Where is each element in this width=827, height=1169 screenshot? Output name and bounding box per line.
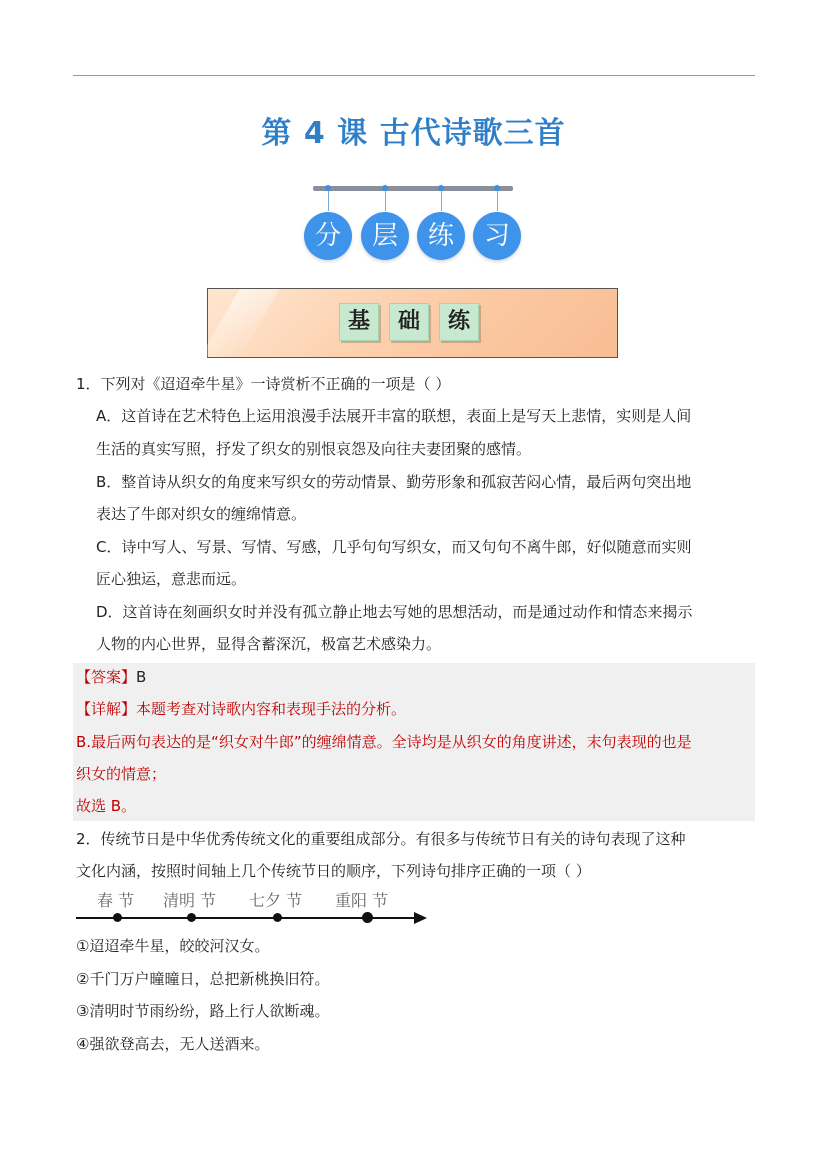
badge-lian: 练 (417, 212, 465, 260)
timeline-label-qingming: 清明 节 (163, 891, 217, 910)
detail-line (76, 698, 406, 720)
badge-rail (313, 186, 513, 191)
poem-line-1: ①迢迢牵牛星，皎皎河汉女。 (76, 937, 270, 955)
timeline-marker (187, 913, 196, 922)
option-a-line-2: 生活的真实写照，抒发了织女的别恨哀怨及向往夫妻团聚的感情。 (96, 440, 532, 458)
timeline-label-chongyang: 重阳 节 (335, 891, 389, 910)
badge-xi: 习 (473, 212, 521, 260)
badge-string (441, 191, 442, 211)
section-tile-lian: 练 (439, 303, 479, 341)
option-c-line-2: 匠心独运，意悲而远。 (96, 570, 247, 588)
badge-pin (382, 185, 388, 191)
section-tile-ji: 基 (339, 303, 379, 341)
timeline-marker (362, 912, 373, 923)
option-d-line-1: D．这首诗在刻画织女时并没有孤立静止地去写她的思想活动，而是通过动作和情态来揭示 (96, 603, 693, 621)
badge-string (385, 191, 386, 211)
badge-fen: 分 (304, 212, 352, 260)
timeline-arrow-icon (414, 912, 427, 924)
badge-pin (325, 185, 331, 191)
question-1-stem: 1．下列对《迢迢牵牛星》一诗赏析不正确的一项是（ ） (76, 375, 451, 393)
explain-line-1: B.最后两句表达的是“织女对牛郎”的缠绵情意。全诗均是从织女的角度讲述，末句表现的也是 (76, 733, 692, 751)
answer-tag: 【答案】 (76, 668, 137, 686)
poem-line-3: ③清明时节雨纷纷，路上行人欲断魂。 (76, 1002, 330, 1020)
poem-line-4: ④强欲登高去，无人送酒来。 (76, 1035, 270, 1053)
question-2-stem-1: 2．传统节日是中华优秀传统文化的重要组成部分。有很多与传统节日有关的诗句表现了这种 (76, 830, 686, 848)
badge-pin (494, 185, 500, 191)
lesson-title: 第 4 课 古代诗歌三首 (261, 116, 566, 151)
option-b-line-1: B．整首诗从织女的角度来写织女的劳动情景、勤劳形象和孤寂苦闷心情，最后两句突出地 (96, 473, 692, 491)
option-d-line-2: 人物的内心世界，显得含蓄深沉，极富艺术感染力。 (96, 635, 442, 653)
timeline-marker (113, 913, 122, 922)
poem-line-2: ②千门万户曈曈日，总把新桃换旧符。 (76, 970, 330, 988)
badge-ceng: 层 (361, 212, 409, 260)
badge-string (328, 191, 329, 211)
header-rule (73, 75, 755, 76)
timeline-label-qixi: 七夕 节 (249, 891, 303, 910)
timeline-marker (273, 913, 282, 922)
detail-text: 本题考查对诗歌内容和表现手法的分析。 (136, 700, 407, 718)
section-tile-chu: 础 (389, 303, 429, 341)
answer-conclusion: 故选 B。 (76, 797, 137, 815)
answer-value: B (136, 668, 147, 686)
explain-line-2: 织女的情意； (76, 765, 167, 783)
badge-pin (438, 185, 444, 191)
timeline-label-spring: 春 节 (97, 891, 135, 910)
banner-shine (200, 289, 279, 357)
answer-line (76, 666, 146, 688)
option-b-line-2: 表达了牛郎对织女的缠绵情意。 (96, 505, 307, 523)
question-2-stem-2: 文化内涵，按照时间轴上几个传统节日的顺序，下列诗句排序正确的一项（ ） (76, 862, 591, 880)
option-a-line-1: A．这首诗在艺术特色上运用浪漫手法展开丰富的联想，表面上是写天上悲情，实则是人间 (96, 407, 692, 425)
badge-string (497, 191, 498, 211)
detail-tag: 【详解】 (76, 700, 137, 718)
option-c-line-1: C．诗中写人、写景、写情、写感，几乎句句写织女，而又句句不离牛郎，好似随意而实则 (96, 538, 692, 556)
